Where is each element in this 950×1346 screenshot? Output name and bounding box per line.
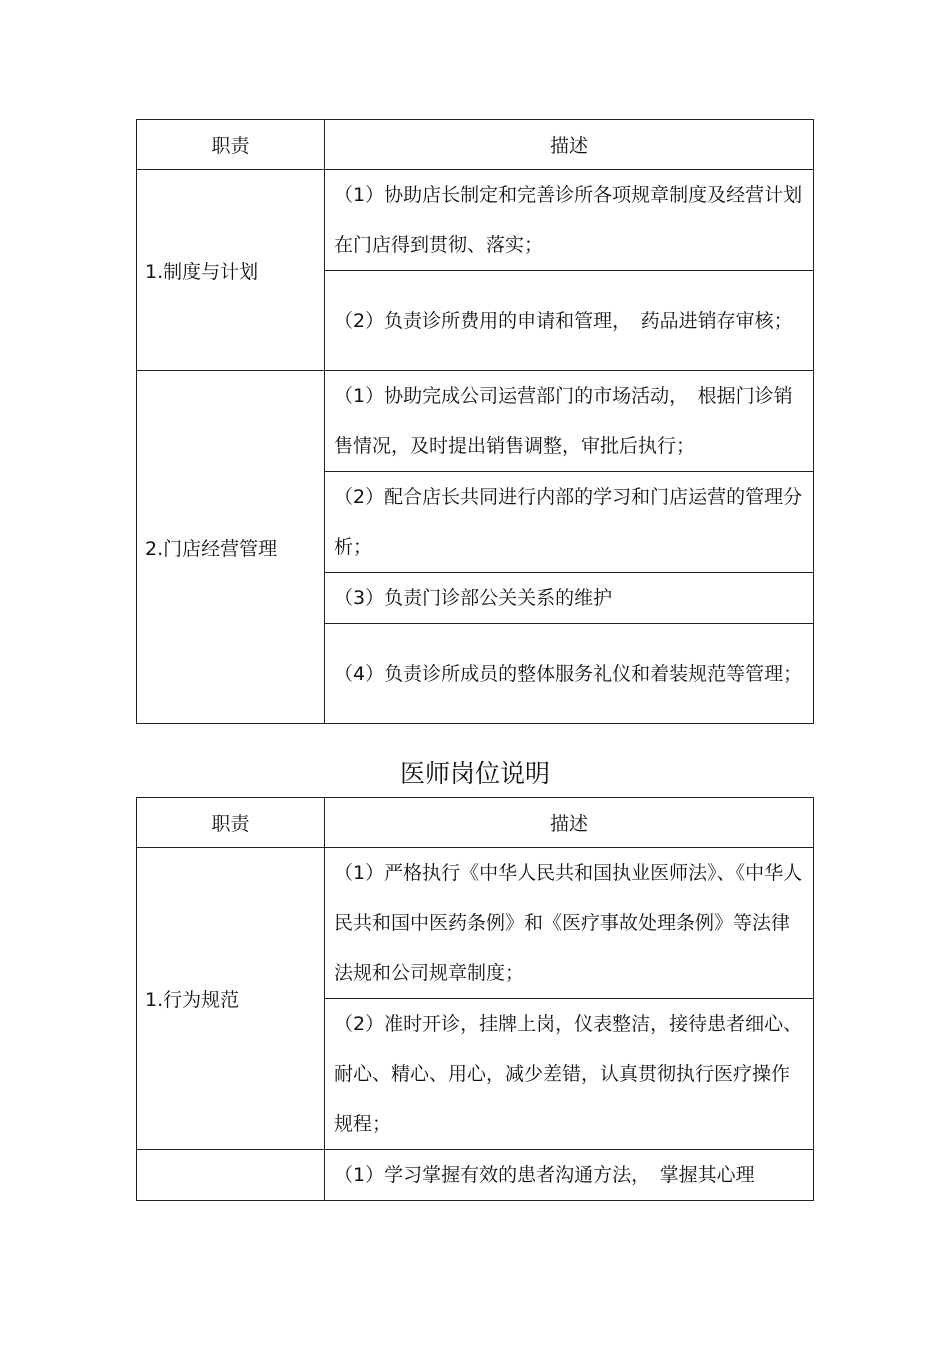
duty-table-1 xyxy=(136,119,814,724)
role-cell xyxy=(137,1150,325,1201)
description-cell: （1）协助店长制定和完善诊所各项规章制度及经营计划在门店得到贯彻、落实； xyxy=(325,170,814,271)
description-cell: （2）准时开诊，挂牌上岗，仪表整洁，接待患者细心、耐心、精心、用心，减少差错，认真贯彻执行医疗操作规程； xyxy=(325,999,814,1150)
description-cell: （2）负责诊所费用的申请和管理， 药品进销存审核； xyxy=(325,271,814,371)
header-role: 职责 xyxy=(137,798,325,848)
description-cell: （2）配合店长共同进行内部的学习和门店运营的管理分析； xyxy=(325,472,814,573)
header-description: 描述 xyxy=(325,120,814,170)
role-cell: 1.行为规范 xyxy=(137,848,325,1150)
header-description: 描述 xyxy=(325,798,814,848)
description-cell: （1）学习掌握有效的患者沟通方法， 掌握其心理 xyxy=(325,1150,814,1201)
description-cell: （3）负责门诊部公关关系的维护 xyxy=(325,573,814,624)
section-title: 医师岗位说明 xyxy=(399,759,550,788)
description-cell: （1）协助完成公司运营部门的市场活动， 根据门诊销售情况，及时提出销售调整，审批后执行； xyxy=(325,371,814,472)
table-header-row xyxy=(137,120,814,170)
table-row xyxy=(137,371,814,472)
description-cell: （4）负责诊所成员的整体服务礼仪和着装规范等管理； xyxy=(325,624,814,724)
header-role: 职责 xyxy=(137,120,325,170)
role-cell: 1.制度与计划 xyxy=(137,170,325,371)
table-header-row xyxy=(137,798,814,848)
table-row xyxy=(137,170,814,271)
role-cell: 2.门店经营管理 xyxy=(137,371,325,724)
table-row xyxy=(137,848,814,999)
description-cell: （1）严格执行《中华人民共和国执业医师法》、《中华人民共和国中医药条例》和《医疗事故处理条例》等法律法规和公司规章制度； xyxy=(325,848,814,999)
table-row xyxy=(137,1150,814,1201)
duty-table-2 xyxy=(136,797,814,1201)
